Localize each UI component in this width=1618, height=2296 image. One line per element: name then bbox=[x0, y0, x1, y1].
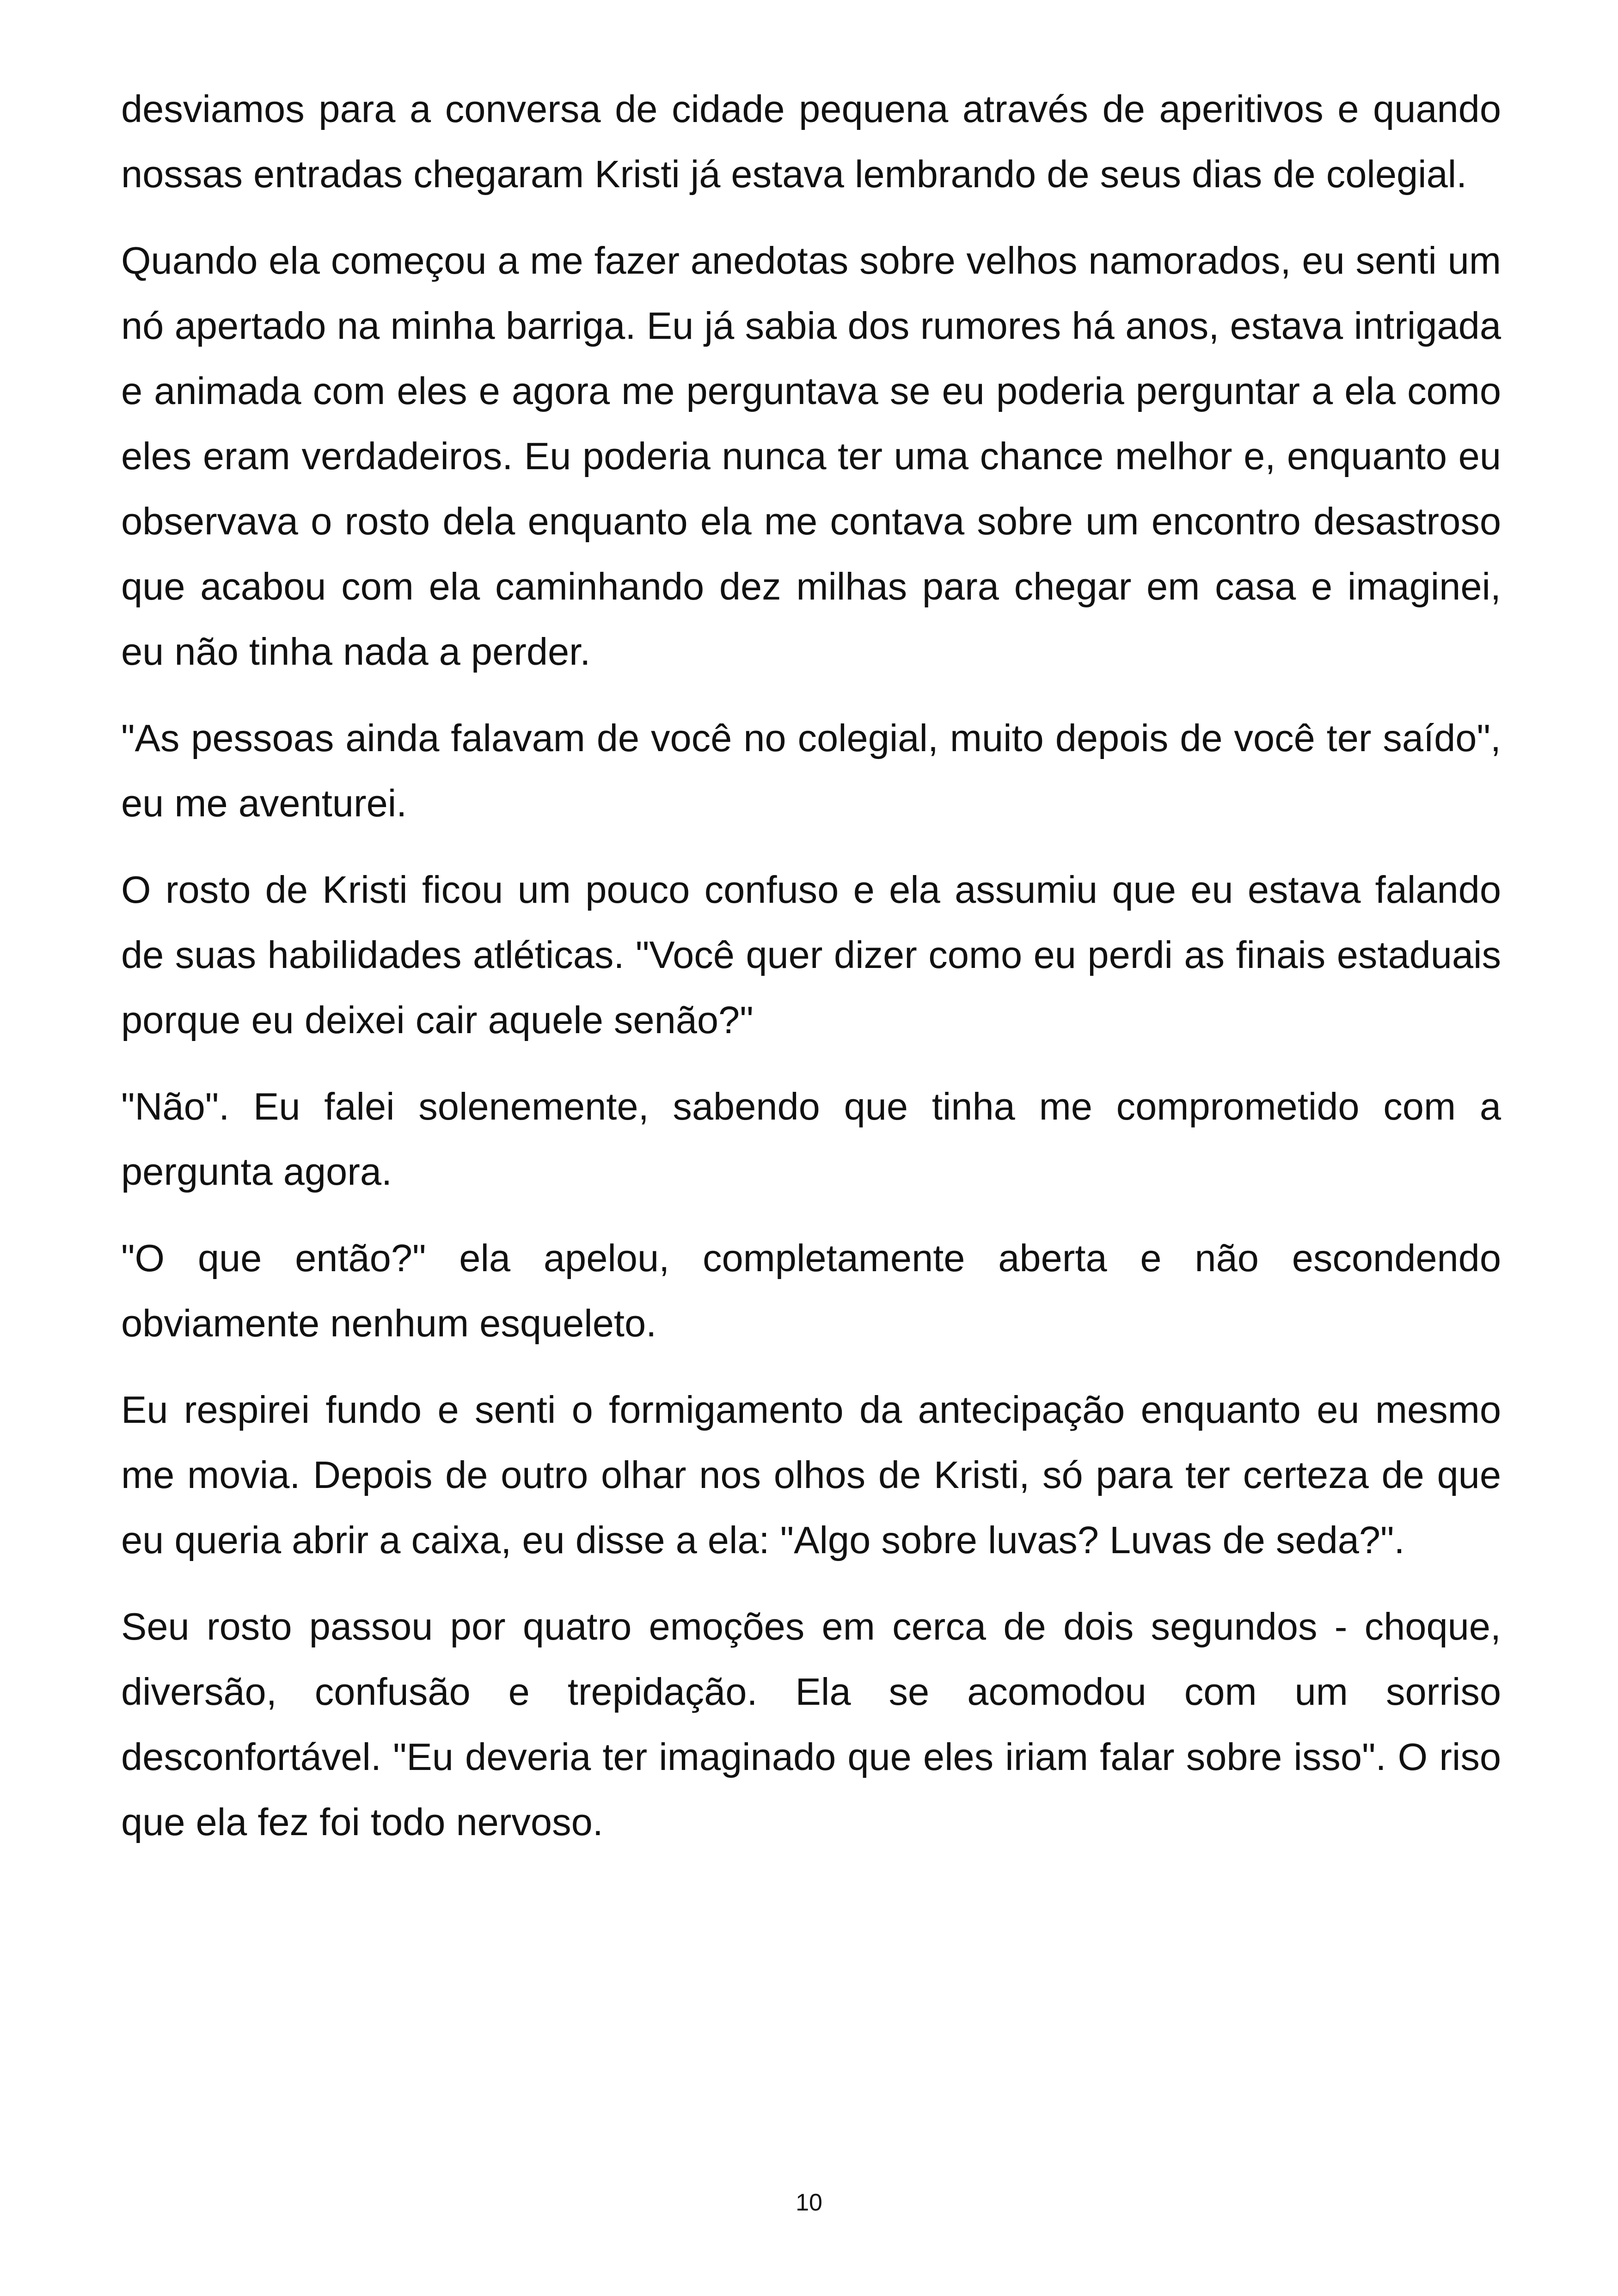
paragraph: "O que então?" ela apelou, completamente aberta e não escondendo obviamente nenhum esqueleto. bbox=[121, 1237, 1501, 1345]
body-text bbox=[121, 76, 1501, 1876]
paragraph: Seu rosto passou por quatro emoções em cerca de dois segundos - choque, diversão, confusão e trepidação. Ela se acomodou com um sorriso desconfortável. "Eu deveria ter imaginado que eles iriam falar sobre isso". O riso que ela fez foi todo nervoso. bbox=[121, 1605, 1501, 1843]
paragraph: "As pessoas ainda falavam de você no colegial, muito depois de você ter saído", eu me aventurei. bbox=[121, 716, 1501, 825]
paragraph: desviamos para a conversa de cidade pequena através de aperitivos e quando nossas entradas chegaram Kristi já estava lembrando de seus dias de colegial. bbox=[121, 87, 1501, 196]
page-number: 10 bbox=[796, 2189, 822, 2216]
paragraph: "Não". Eu falei solenemente, sabendo que tinha me comprometido com a pergunta agora. bbox=[121, 1085, 1501, 1193]
paragraph: Eu respirei fundo e senti o formigamento da antecipação enquanto eu mesmo me movia. Depois de outro olhar nos olhos de Kristi, só para ter certeza de que eu queria abrir a caixa, eu disse a ela: "Algo sobre luvas? Luvas de seda?". bbox=[121, 1388, 1501, 1561]
paragraph: O rosto de Kristi ficou um pouco confuso e ela assumiu que eu estava falando de suas habilidades atléticas. "Você quer dizer como eu perdi as finais estaduais porque eu deixei cair aquele senão?" bbox=[121, 868, 1501, 1041]
paragraph: Quando ela começou a me fazer anedotas sobre velhos namorados, eu senti um nó apertado na minha barriga. Eu já sabia dos rumores há anos, estava intrigada e animada com eles e agora me perguntava se eu poderia perguntar a ela como eles eram verdadeiros. Eu poderia nunca ter uma chance melhor e, enquanto eu observava o rosto dela enquanto ela me contava sobre um encontro desastroso que acabou com ela caminhando dez milhas para chegar em casa e imaginei, eu não tinha nada a perder. bbox=[121, 239, 1501, 673]
